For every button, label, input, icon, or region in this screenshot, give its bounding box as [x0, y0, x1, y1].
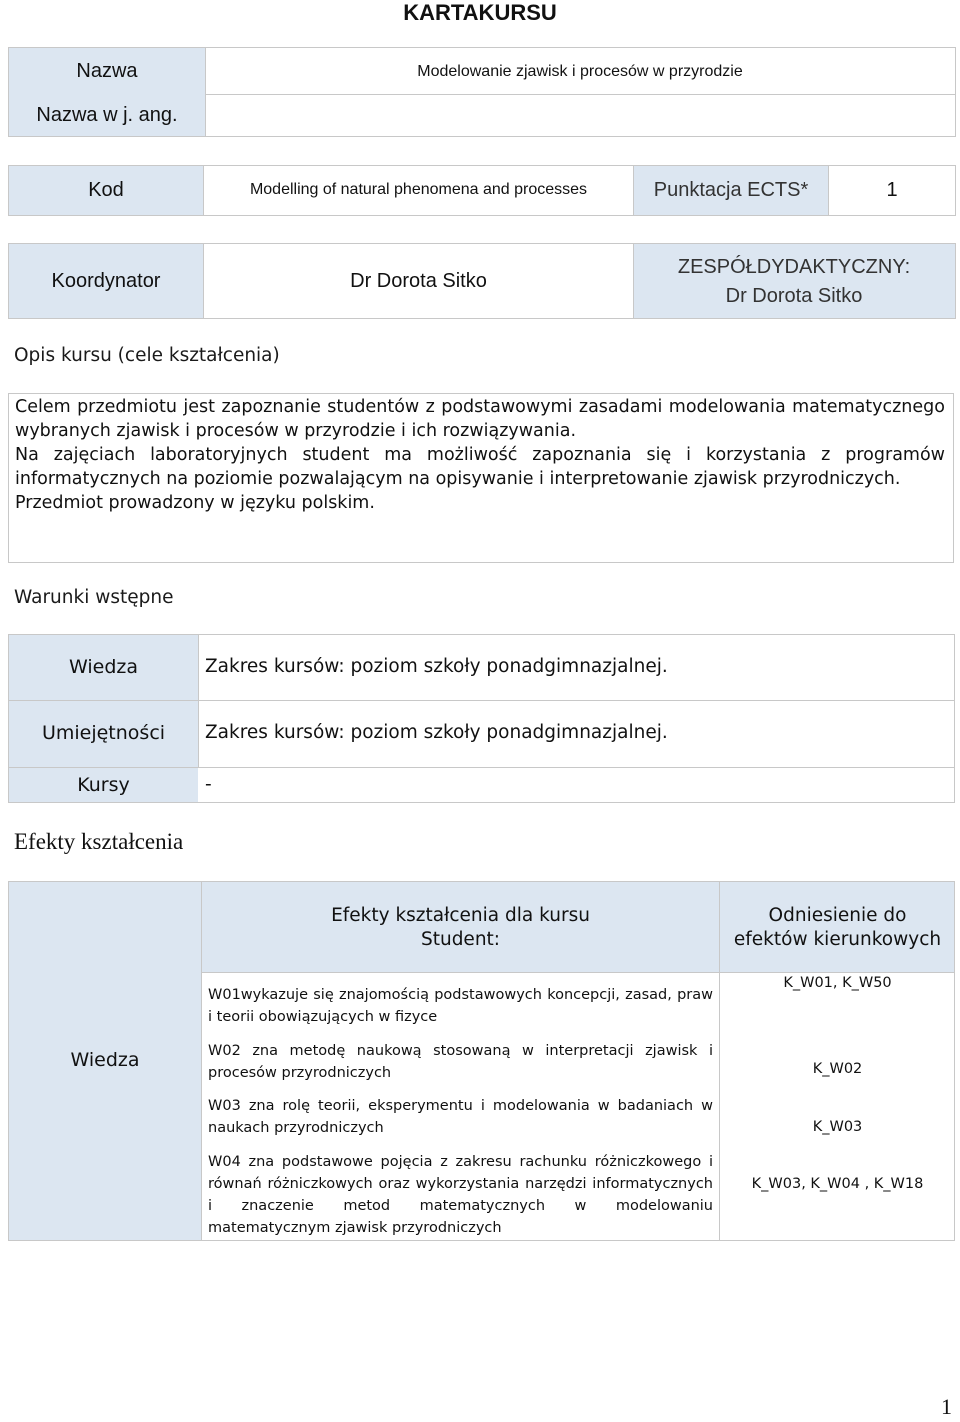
ref-col-header-line1: Odniesienie do — [768, 905, 907, 926]
page-title: KARTAKURSU — [403, 0, 557, 25]
ects-label: Punktacja ECTS* — [653, 179, 809, 201]
effect-item-w02: W02 zna metodę naukową stosowaną w interpretacji zjawisk i procesów przyrodniczych — [208, 1043, 713, 1081]
efekty-row-label: Wiedza — [70, 1049, 140, 1071]
ects-value: 1 — [886, 179, 898, 201]
divider — [9, 767, 955, 768]
ref-col-header-line2: efektów kierunkowych — [733, 929, 942, 950]
ref-item-w02: K_W02 — [812, 1061, 863, 1077]
ref-item-w01: K_W01, K_W50 — [783, 975, 892, 991]
kod-label: Kod — [88, 179, 124, 201]
opis-paragraph: Celem przedmiotu jest zapoznanie studentów z podstawowymi zasadami modelowania matematycznego wybranych zjawisk i procesów w przyrodzie i ich rozwiązywania. — [15, 397, 945, 441]
efekty-label-bg — [9, 972, 201, 1240]
nazwa-ang-value: Modelling of natural phenomena and processes — [249, 181, 588, 198]
page-number: 1 — [941, 1394, 952, 1419]
nazwa-value: Modelowanie zjawisk i procesów w przyrodzie — [417, 63, 743, 80]
divider — [198, 635, 199, 767]
divider — [205, 48, 206, 136]
nazwa-ang-label: Nazwa w j. ang. — [36, 104, 178, 126]
effect-item-w01: W01wykazuje się znajomością podstawowych koncepcji, zasad, praw i teorii obowiązujących w fizyce — [208, 987, 713, 1025]
koordynator-label: Koordynator — [51, 270, 161, 292]
effect-item-w03: W03 zna rolę teorii, eksperymentu i modelowania w badaniach w naukach przyrodniczych — [208, 1098, 713, 1136]
opis-heading: Opis kursu (cele kształcenia) — [14, 345, 280, 366]
divider — [205, 94, 955, 95]
divider — [9, 700, 955, 701]
ref-item-w04: K_W03, K_W04 , K_W18 — [751, 1176, 924, 1192]
opis-paragraph: Przedmiot prowadzony w języku polskim. — [15, 493, 375, 513]
wiedza-value: Zakres kursów: poziom szkoły ponadgimnazjalnej. — [205, 656, 668, 677]
kursy-label: Kursy — [77, 774, 130, 796]
effect-item-w04: W04 zna podstawowe pojęcia z zakresu rachunku różniczkowego i równań różniczkowych oraz wykorzystania narzędzi informatycznych i znaczenie metod matematycznych w modelowaniu matematycznym zjawisk przyrodniczych — [208, 1154, 713, 1236]
umiejetnosci-label: Umiejętności — [41, 722, 166, 744]
efekty-heading: Efekty kształcenia — [14, 829, 184, 854]
efekty-col-header-line2: Student: — [420, 929, 501, 950]
opis-box — [8, 393, 954, 563]
wiedza-label: Wiedza — [68, 656, 138, 678]
efekty-col-header — [202, 904, 719, 952]
opis-paragraph: Na zajęciach laboratoryjnych student ma możliwość zapoznania się i korzystania z programów informatycznych na poziomie pozwalającym na opisywanie i interpretowanie zjawisk przyrodniczych. — [15, 445, 945, 489]
zespol-label: ZESPÓŁDYDAKTYCZNY: — [677, 256, 911, 278]
warunki-heading: Warunki wstępne — [14, 587, 174, 608]
koordynator-value: Dr Dorota Sitko — [350, 270, 487, 292]
zespol-value: Dr Dorota Sitko — [725, 285, 863, 307]
kursy-value: - — [205, 774, 212, 795]
warunki-label-bg — [9, 635, 198, 767]
ref-item-w03: K_W03 — [812, 1119, 863, 1135]
nazwa-label: Nazwa — [76, 60, 138, 82]
efekty-col-header-line1: Efekty kształcenia dla kursu — [331, 905, 590, 926]
umiejetnosci-value: Zakres kursów: poziom szkoły ponadgimnazjalnej. — [205, 722, 668, 743]
ref-col-header — [720, 904, 955, 952]
